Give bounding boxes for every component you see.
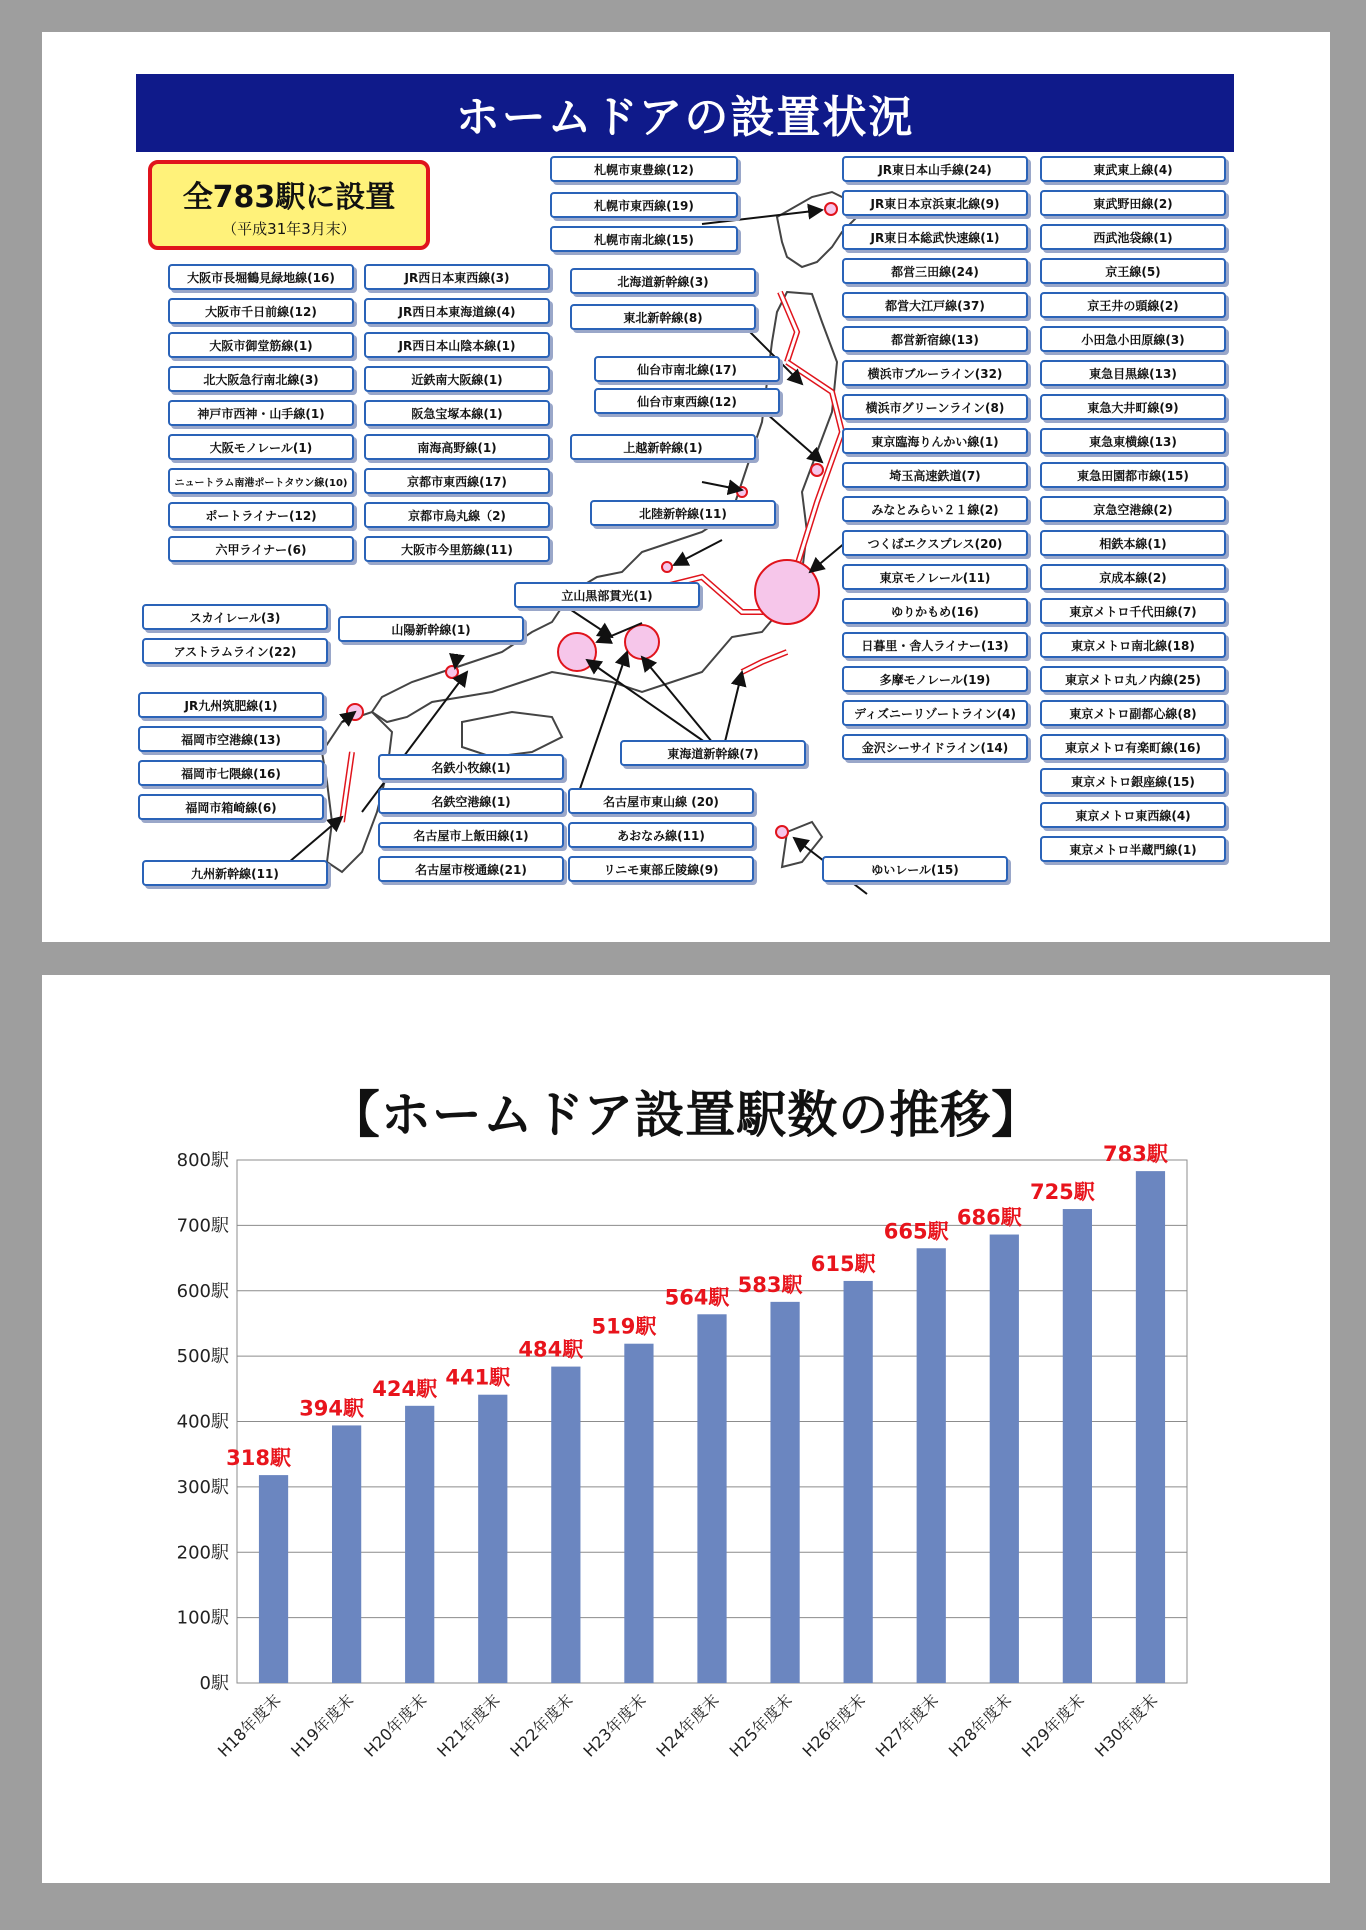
y-tick-label: 400駅 xyxy=(176,1411,229,1433)
toyama-circle xyxy=(662,562,672,572)
line-label: 福岡市箱崎線(6) xyxy=(138,794,324,820)
line-label: 東急東横線(13) xyxy=(1040,428,1226,454)
line-label: 東京メトロ東西線(4) xyxy=(1040,802,1226,828)
line-label: 東武野田線(2) xyxy=(1040,190,1226,216)
line-label: スカイレール(3) xyxy=(142,604,328,630)
y-tick-label: 700駅 xyxy=(176,1215,229,1237)
line-label: 東海道新幹線(7) xyxy=(620,740,806,766)
line-label: 大阪市御堂筋線(1) xyxy=(168,332,354,358)
line-label: 横浜市グリーンライン(8) xyxy=(842,394,1028,420)
x-tick-label: H18年度末 xyxy=(214,1690,285,1761)
line-label: 京都市烏丸線（2) xyxy=(364,502,550,528)
line-label: 阪急宝塚本線(1) xyxy=(364,400,550,426)
total-stations-box xyxy=(148,160,430,250)
bar xyxy=(332,1425,361,1683)
line-label: JR西日本東西線(3) xyxy=(364,264,550,290)
map-shikoku xyxy=(462,712,562,757)
line-label: 日暮里・舎人ライナー(13) xyxy=(842,632,1028,658)
line-label: 東京メトロ副都心線(8) xyxy=(1040,700,1226,726)
line-label: 都営新宿線(13) xyxy=(842,326,1028,352)
data-label: 441駅 xyxy=(445,1365,511,1390)
line-label: 京王井の頭線(2) xyxy=(1040,292,1226,318)
line-label: JR西日本山陰本線(1) xyxy=(364,332,550,358)
line-label: 東京メトロ南北線(18) xyxy=(1040,632,1226,658)
data-label: 484駅 xyxy=(518,1337,584,1362)
line-label: 東武東上線(4) xyxy=(1040,156,1226,182)
line-label: 近鉄南大阪線(1) xyxy=(364,366,550,392)
osaka-area-circle xyxy=(558,633,596,671)
line-label: 札幌市南北線(15) xyxy=(550,226,738,252)
line-label: 東急田園都市線(15) xyxy=(1040,462,1226,488)
line-label: ポートライナー(12) xyxy=(168,502,354,528)
line-label: 大阪モノレール(1) xyxy=(168,434,354,460)
data-label: 583駅 xyxy=(737,1272,803,1297)
y-tick-label: 500駅 xyxy=(176,1346,229,1368)
line-label: ゆりかもめ(16) xyxy=(842,598,1028,624)
x-tick-label: H29年度末 xyxy=(1017,1690,1089,1761)
data-label: 394駅 xyxy=(299,1396,365,1421)
line-label: 多摩モノレール(19) xyxy=(842,666,1028,692)
line-label: 埼玉高速鉄道(7) xyxy=(842,462,1028,488)
line-label: 東京メトロ銀座線(15) xyxy=(1040,768,1226,794)
line-label: 東京メトロ丸ノ内線(25) xyxy=(1040,666,1226,692)
data-label: 564駅 xyxy=(664,1285,730,1310)
line-label: ゆいレール(15) xyxy=(822,856,1008,882)
x-tick-label: H27年度末 xyxy=(871,1690,943,1761)
x-tick-label: H28年度末 xyxy=(944,1690,1016,1761)
line-label: 金沢シーサイドライン(14) xyxy=(842,734,1028,760)
x-tick-label: H26年度末 xyxy=(798,1690,869,1761)
y-tick-label: 600駅 xyxy=(176,1280,229,1302)
x-tick-label: H21年度末 xyxy=(433,1690,504,1761)
data-label: 665駅 xyxy=(883,1219,949,1244)
line-label: 大阪市長堀鶴見緑地線(16) xyxy=(168,264,354,290)
line-label: 東北新幹線(8) xyxy=(570,304,756,330)
chart-title: 【ホームドア設置駅数の推移】 xyxy=(329,1086,1043,1144)
bar xyxy=(405,1406,434,1683)
line-label: 東急目黒線(13) xyxy=(1040,360,1226,386)
line-label: 東京メトロ半蔵門線(1) xyxy=(1040,836,1226,862)
line-label: つくばエクスプレス(20) xyxy=(842,530,1028,556)
line-label: 山陽新幹線(1) xyxy=(338,616,524,642)
x-tick-label: H30年度末 xyxy=(1090,1690,1162,1761)
x-tick-label: H22年度末 xyxy=(506,1690,577,1761)
line-label: 九州新幹線(11) xyxy=(142,860,328,886)
y-tick-label: 200駅 xyxy=(176,1542,229,1564)
line-label: JR東日本京浜東北線(9) xyxy=(842,190,1028,216)
line-label: 都営大江戸線(37) xyxy=(842,292,1028,318)
line-label: 横浜市ブルーライン(32) xyxy=(842,360,1028,386)
bar xyxy=(990,1235,1019,1683)
line-label: JR西日本東海道線(4) xyxy=(364,298,550,324)
x-tick-label: H23年度末 xyxy=(579,1690,650,1761)
line-label: JR東日本総武快速線(1) xyxy=(842,224,1028,250)
sendai-circle xyxy=(811,464,823,476)
line-label: 福岡市空港線(13) xyxy=(138,726,324,752)
bar xyxy=(624,1344,653,1683)
map-title: ホームドアの設置状況 xyxy=(136,74,1234,152)
y-tick-label: 300駅 xyxy=(176,1476,229,1498)
line-label: 名鉄小牧線(1) xyxy=(378,754,564,780)
bar xyxy=(844,1281,873,1683)
x-tick-label: H19年度末 xyxy=(287,1690,358,1761)
line-label: 名古屋市東山線 (20) xyxy=(568,788,754,814)
bar xyxy=(1063,1209,1092,1683)
data-label: 686駅 xyxy=(956,1205,1022,1230)
line-label: みなとみらい２１線(2) xyxy=(842,496,1028,522)
tokyo-area-circle xyxy=(755,560,819,624)
bar-chart xyxy=(42,975,1330,1883)
line-label: 北大阪急行南北線(3) xyxy=(168,366,354,392)
bar xyxy=(770,1302,799,1683)
y-tick-label: 800駅 xyxy=(176,1150,229,1171)
data-label: 424駅 xyxy=(372,1376,438,1401)
x-tick-label: H20年度末 xyxy=(360,1690,431,1761)
line-label: アストラムライン(22) xyxy=(142,638,328,664)
bar xyxy=(917,1248,946,1683)
total-stations-main: 全783駅に設置 xyxy=(182,180,396,215)
total-stations-sub: （平成31年3月末） xyxy=(222,220,356,238)
line-label: 名鉄空港線(1) xyxy=(378,788,564,814)
line-label: ニュートラム南港ポートタウン線(10) xyxy=(168,468,354,494)
line-label: 仙台市東西線(12) xyxy=(594,388,780,414)
naha-circle xyxy=(776,826,788,838)
line-label: 北海道新幹線(3) xyxy=(570,268,756,294)
line-label: 相鉄本線(1) xyxy=(1040,530,1226,556)
data-label: 318駅 xyxy=(226,1446,291,1471)
line-label: 東京モノレール(11) xyxy=(842,564,1028,590)
line-label: 京王線(5) xyxy=(1040,258,1226,284)
line-label: 小田急小田原線(3) xyxy=(1040,326,1226,352)
hiroshima-circle xyxy=(446,666,458,678)
line-label: あおなみ線(11) xyxy=(568,822,754,848)
bar xyxy=(259,1475,288,1683)
line-label: JR東日本山手線(24) xyxy=(842,156,1028,182)
chart-panel xyxy=(42,975,1330,1883)
line-label: 京急空港線(2) xyxy=(1040,496,1226,522)
line-label: 大阪市千日前線(12) xyxy=(168,298,354,324)
line-label: 京成本線(2) xyxy=(1040,564,1226,590)
line-label: 北陸新幹線(11) xyxy=(590,500,776,526)
line-label: 名古屋市桜通線(21) xyxy=(378,856,564,882)
line-label: 仙台市南北線(17) xyxy=(594,356,780,382)
line-label: 大阪市今里筋線(11) xyxy=(364,536,550,562)
data-label: 783駅 xyxy=(1103,1142,1168,1167)
bar xyxy=(1136,1171,1165,1683)
line-label: リニモ東部丘陵線(9) xyxy=(568,856,754,882)
x-tick-label: H24年度末 xyxy=(652,1690,723,1761)
line-label: 東京臨海りんかい線(1) xyxy=(842,428,1028,454)
line-label: 札幌市東豊線(12) xyxy=(550,156,738,182)
data-label: 615駅 xyxy=(810,1251,876,1276)
line-label: 札幌市東西線(19) xyxy=(550,192,738,218)
line-label: 京都市東西線(17) xyxy=(364,468,550,494)
bar xyxy=(478,1395,507,1683)
line-label: 南海高野線(1) xyxy=(364,434,550,460)
line-label: 福岡市七隈線(16) xyxy=(138,760,324,786)
bar xyxy=(551,1367,580,1683)
line-label: 神戸市西神・山手線(1) xyxy=(168,400,354,426)
y-tick-label: 100駅 xyxy=(176,1607,229,1629)
data-label: 725駅 xyxy=(1029,1180,1095,1205)
line-label: ディズニーリゾートライン(4) xyxy=(842,700,1028,726)
y-tick-label: 0駅 xyxy=(199,1673,229,1694)
bar xyxy=(697,1314,726,1683)
line-label: 六甲ライナー(6) xyxy=(168,536,354,562)
line-label: 東京メトロ有楽町線(16) xyxy=(1040,734,1226,760)
line-label: 東急大井町線(9) xyxy=(1040,394,1226,420)
line-label: 上越新幹線(1) xyxy=(570,434,756,460)
data-label: 519駅 xyxy=(591,1314,657,1339)
map-panel xyxy=(42,32,1330,942)
line-label: 東京メトロ千代田線(7) xyxy=(1040,598,1226,624)
line-label: 名古屋市上飯田線(1) xyxy=(378,822,564,848)
line-label: JR九州筑肥線(1) xyxy=(138,692,324,718)
nagoya-area-circle xyxy=(625,625,659,659)
sapporo-circle xyxy=(825,203,837,215)
tokaido-shinkansen-line-inner xyxy=(742,652,787,672)
line-label: 都営三田線(24) xyxy=(842,258,1028,284)
line-label: 西武池袋線(1) xyxy=(1040,224,1226,250)
line-label: 立山黒部貫光(1) xyxy=(514,582,700,608)
x-tick-label: H25年度末 xyxy=(725,1690,796,1761)
